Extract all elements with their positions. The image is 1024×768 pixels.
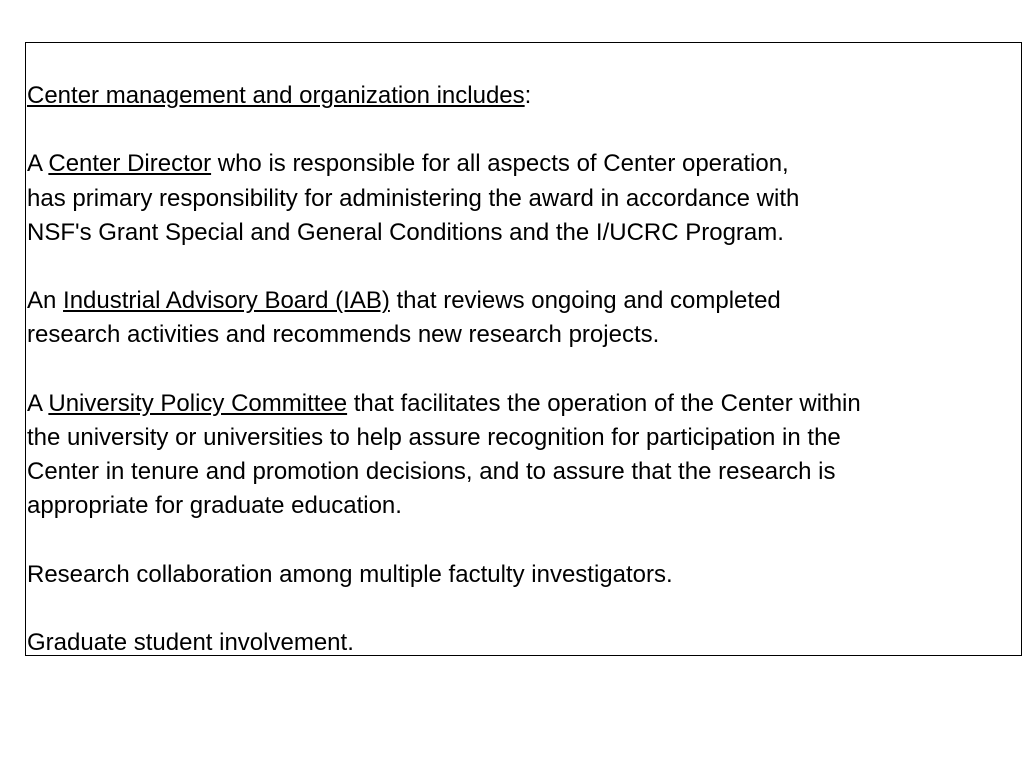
iab-prefix: An bbox=[27, 287, 64, 315]
upc-line-4: appropriate for graduate education. bbox=[27, 492, 402, 520]
heading-colon: : bbox=[524, 82, 532, 109]
upc-paragraph bbox=[27, 387, 1021, 524]
heading-text: Center management and organization includes bbox=[27, 82, 525, 109]
collaboration-line: Research collaboration among multiple factulty investigators. bbox=[27, 560, 673, 588]
iab-line-2: research activities and recommends new research projects. bbox=[27, 321, 660, 349]
iab-paragraph bbox=[27, 284, 1021, 352]
heading-line bbox=[27, 79, 1021, 113]
director-line-1 bbox=[27, 147, 1021, 181]
iab-line-1 bbox=[27, 284, 1021, 318]
upc-line-2: the university or universities to help assure recognition for participation in the bbox=[27, 423, 841, 451]
paragraph-gap bbox=[27, 113, 1021, 147]
director-line-3: NSF's Grant Special and General Conditions and the I/UCRC Program. bbox=[27, 218, 784, 246]
director-line-1-rest: who is responsible for all aspects of Center operation, bbox=[211, 150, 789, 178]
director-prefix: A bbox=[27, 150, 49, 178]
content-text-box bbox=[25, 42, 1022, 656]
iab-term: Industrial Advisory Board (IAB) bbox=[63, 287, 390, 315]
upc-prefix: A bbox=[27, 389, 49, 417]
paragraph-gap bbox=[27, 250, 1021, 284]
iab-line-1-rest: that reviews ongoing and completed bbox=[389, 287, 781, 315]
upc-line-3: Center in tenure and promotion decisions, and to assure that the research is bbox=[27, 458, 836, 486]
upc-line-1-rest: that facilitates the operation of the Center within bbox=[347, 389, 861, 417]
paragraph-gap bbox=[27, 524, 1021, 558]
director-line-2: has primary responsibility for administering the award in accordance with bbox=[27, 184, 800, 212]
students-line: Graduate student involvement. bbox=[27, 629, 354, 656]
upc-line-1 bbox=[27, 387, 1021, 421]
paragraph-gap bbox=[27, 353, 1021, 387]
upc-term: University Policy Committee bbox=[48, 389, 348, 417]
center-director-paragraph bbox=[27, 147, 1021, 250]
center-director-term: Center Director bbox=[48, 150, 212, 178]
paragraph-gap bbox=[27, 592, 1021, 626]
